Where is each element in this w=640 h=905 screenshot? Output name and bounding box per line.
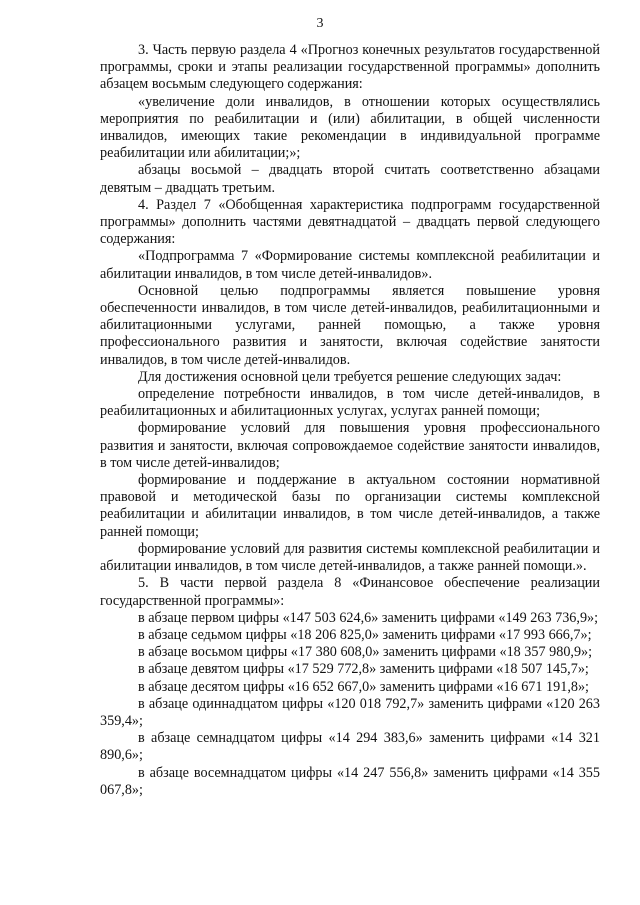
amendment-item: в абзаце девятом цифры «17 529 772,8» заменить цифрами «18 507 145,7»; bbox=[138, 661, 589, 678]
document-body bbox=[100, 42, 600, 799]
amendment-item: в абзаце семнадцатом цифры «14 294 383,6» заменить цифрами «14 321 890,6»; bbox=[100, 730, 600, 764]
paragraph-5-section-8: 5. В части первой раздела 8 «Финансовое обеспечение реализации государственной программы»: bbox=[100, 575, 600, 609]
amendment-item: в абзаце седьмом цифры «18 206 825,0» заменить цифрами «17 993 666,7»; bbox=[138, 626, 592, 643]
amendment-item: в абзаце одиннадцатом цифры «120 018 792,7» заменить цифрами «120 263 359,4»; bbox=[100, 695, 600, 729]
paragraph-task-regulatory-base: формирование и поддержание в актуальном состоянии нормативной правовой и методической базы по организации системы комплексной реабилитации и абилитации инвалидов, в том числе детей-инвалидов, а также ранней помощи; bbox=[100, 472, 600, 540]
paragraph-quoted-increase-share: «увеличение доли инвалидов, в отношении которых осуществлялись мероприятия по реабилитации и (или) абилитации, в общей численности инвалидов, имеющих такие рекомендации в индивидуальной программе реабилитации или абилитации;»; bbox=[100, 93, 600, 162]
paragraph-task-employment: формирование условий для повышения уровня профессионального развития и занятости, включая сопровождаемое содействие занятости инвалидов, в том числе детей-инвалидов; bbox=[100, 420, 600, 471]
paragraph-renumber-abzats: абзацы восьмой – двадцать второй считать соответственно абзацами девятым – двадцать третьим. bbox=[100, 162, 600, 196]
paragraph-4-section-7: 4. Раздел 7 «Обобщенная характеристика подпрограмм государственной программы» дополнить частями девятнадцатой – двадцать первой следующего содержания: bbox=[100, 196, 600, 248]
amendment-item: в абзаце восьмом цифры «17 380 608,0» заменить цифрами «18 357 980,9»; bbox=[138, 644, 593, 661]
amendment-item: в абзаце десятом цифры «16 652 667,0» заменить цифрами «16 671 191,8»; bbox=[138, 678, 590, 695]
paragraph-main-goal: Основной целью подпрограммы является повышение уровня обеспеченности инвалидов, в том числе детей-инвалидов, реабилитационными и абилитационными услугами, ранней помощью, а также уровня профессионального развития и занятости, включая содействие занятости инвалидов, в том числе детей-инвалидов. bbox=[100, 282, 600, 368]
amendment-item: в абзаце восемнадцатом цифры «14 247 556,8» заменить цифрами «14 355 067,8»; bbox=[100, 764, 600, 798]
amendment-item: в абзаце первом цифры «147 503 624,6» заменить цифрами «149 263 736,9»; bbox=[138, 609, 599, 626]
paragraph-tasks-intro: Для достижения основной цели требуется решение следующих задач: bbox=[138, 368, 562, 385]
page-number: 3 bbox=[316, 16, 324, 31]
paragraph-subprogram-7-title: «Подпрограмма 7 «Формирование системы комплексной реабилитации и абилитации инвалидов, в том числе детей-инвалидов». bbox=[100, 248, 600, 282]
paragraph-task-needs: определение потребности инвалидов, в том числе детей-инвалидов, в реабилитационных и абилитационных услугах, услугах ранней помощи; bbox=[100, 386, 600, 420]
paragraph-task-system-development: формирование условий для развития системы комплексной реабилитации и абилитации инвалидов, в том числе детей-инвалидов, а также ранней помощи.». bbox=[100, 540, 600, 575]
paragraph-3-part-one: 3. Часть первую раздела 4 «Прогноз конечных результатов государственной программы, сроки и этапы реализации государственной программы» дополнить абзацем восьмым следующего содержания: bbox=[100, 42, 600, 93]
